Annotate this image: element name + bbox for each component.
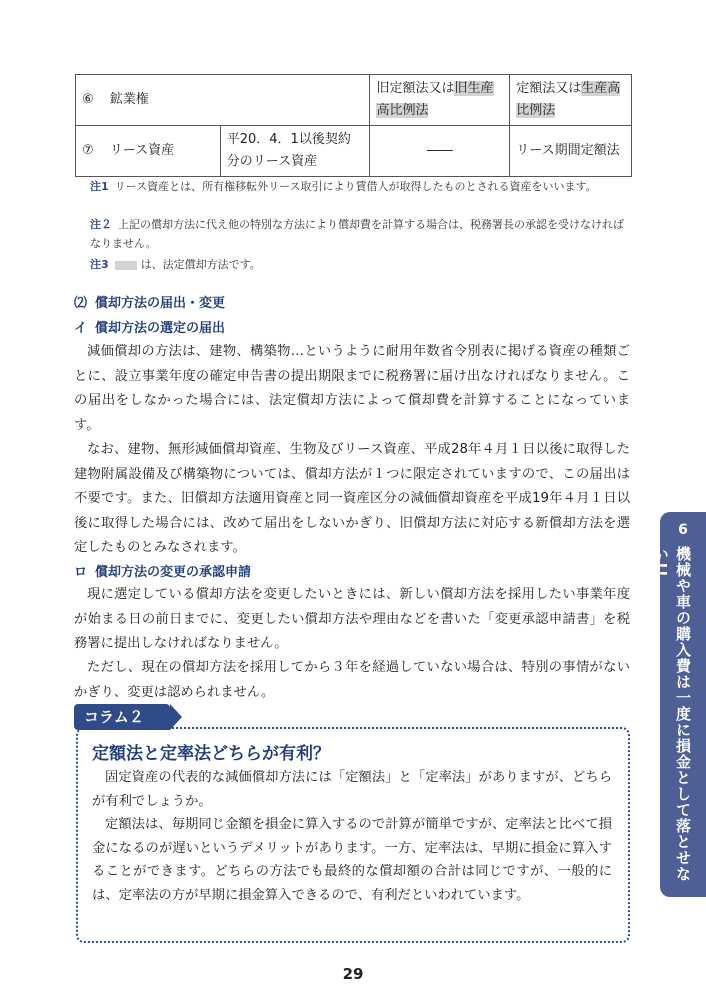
depreciation-table (75, 74, 632, 177)
column-title: 定額法と定率法どちらが有利？ (92, 744, 330, 764)
column-paragraph: 定額法は、毎期同じ金額を損金に算入するので計算が簡単ですが、定率法と比べて損金になるのが遅いというデメリットがあります。一方、定率法は、早期に損金に算入することができます。どちらの方法でも最終的な償却額の合計は同じですが、一般的には、定率法の方が早期に損金算入できるので、有利だといわれています。 (92, 817, 612, 903)
note-label: 注3 (90, 258, 109, 271)
asset-name: リース資産 (109, 143, 175, 158)
section-number: ⑵ (74, 296, 88, 311)
method-text: 旧定額法又は (376, 81, 455, 96)
table-cell-old-method (370, 75, 510, 126)
note-1 (90, 177, 630, 196)
section-title: 償却方法の届出・変更 (95, 296, 226, 311)
highlighted-method: 旧生産高比例法 (376, 81, 494, 118)
row-number: ⑥ (82, 92, 94, 107)
note-3 (90, 255, 630, 274)
legend-swatch (115, 261, 137, 270)
note-text: は、法定償却方法です。 (140, 258, 261, 271)
section-heading (74, 292, 225, 311)
note-text: リース資産とは、所有権移転外リース取引により賃借人が取得したものとされる資産をいいます。 (114, 180, 597, 193)
row-number: ⑦ (82, 143, 94, 158)
subsection-title: 償却方法の変更の承認申請 (95, 565, 252, 580)
table-cell-condition: 平20．4．1以後契約分のリース資産 (220, 126, 370, 177)
subsection-heading (74, 561, 251, 580)
table-cell-asset (76, 126, 221, 177)
note-text: 上記の償却方法に代え他の特別な方法により償却費を計算する場合は、税務署長の承認を受けなければなりません。 (90, 218, 624, 250)
table-row (76, 126, 632, 177)
column-paragraph: 固定資産の代表的な減価償却方法には「定額法」と「定率法」がありますが、どちらが有利でしょうか。 (92, 770, 612, 809)
paragraph: ただし、現在の償却方法を採用してから３年を経過していない場合は、特別の事情がないかぎり、変更は認められません。 (74, 660, 630, 700)
method-text: 定額法又は (516, 81, 582, 96)
highlighted-method: 生産高比例法 (516, 81, 621, 118)
chapter-number: 6 (678, 522, 688, 538)
asset-name: 鉱業権 (109, 92, 149, 107)
note-label: 注1 (90, 180, 109, 193)
subsection-label: イ (74, 321, 88, 336)
table-cell-old-method: ―― (370, 126, 510, 177)
subsection-title: 償却方法の選定の届出 (95, 321, 226, 336)
paragraph: 減価償却の方法は、建物、構築物…というように耐用年数省令別表に掲げる資産の種類ごとに、設立事業年度の確定申告書の提出期限までに税務署に届け出なければなりません。この届出をしなかった場合には、法定償却方法によって償却費を計算することになっています。 (74, 344, 630, 433)
table-cell-new-method: リース期間定額法 (510, 126, 632, 177)
subsection-heading (74, 317, 225, 336)
subsection-label: ロ (74, 565, 88, 580)
page-number: 29 (342, 965, 364, 983)
note-label: 注２ (90, 218, 112, 231)
chapter-side-tab (652, 512, 706, 897)
paragraph: 現に選定している償却方法を変更したいときには、新しい償却方法を採用したい事業年度が始まる日の前日までに、変更したい償却方法や理由などを書いた「変更承認申請書」を税務署に提出しなければなりません。 (74, 587, 630, 651)
paragraph: なお、建物、無形減価償却資産、生物及びリース資産、平成28年４月１日以後に取得した建物附属設備及び構築物については、償却方法が１つに限定されていますので、この届出は不要です。また、旧償却方法適用資産と同一資産区分の減価償却資産を平成19年４月１日以後に取得した場合には、改めて届出をしないかぎり、旧償却方法に対応する新償却方法を選定したものとみなされます。 (74, 442, 630, 555)
table-row (76, 75, 632, 126)
note-2 (90, 215, 630, 253)
table-cell-asset (76, 75, 370, 126)
column-tag: コラム２ (74, 704, 170, 730)
chapter-title: 機械や車の購入費は一度に損金として落とせない!! (652, 546, 692, 882)
table-cell-new-method (510, 75, 632, 126)
